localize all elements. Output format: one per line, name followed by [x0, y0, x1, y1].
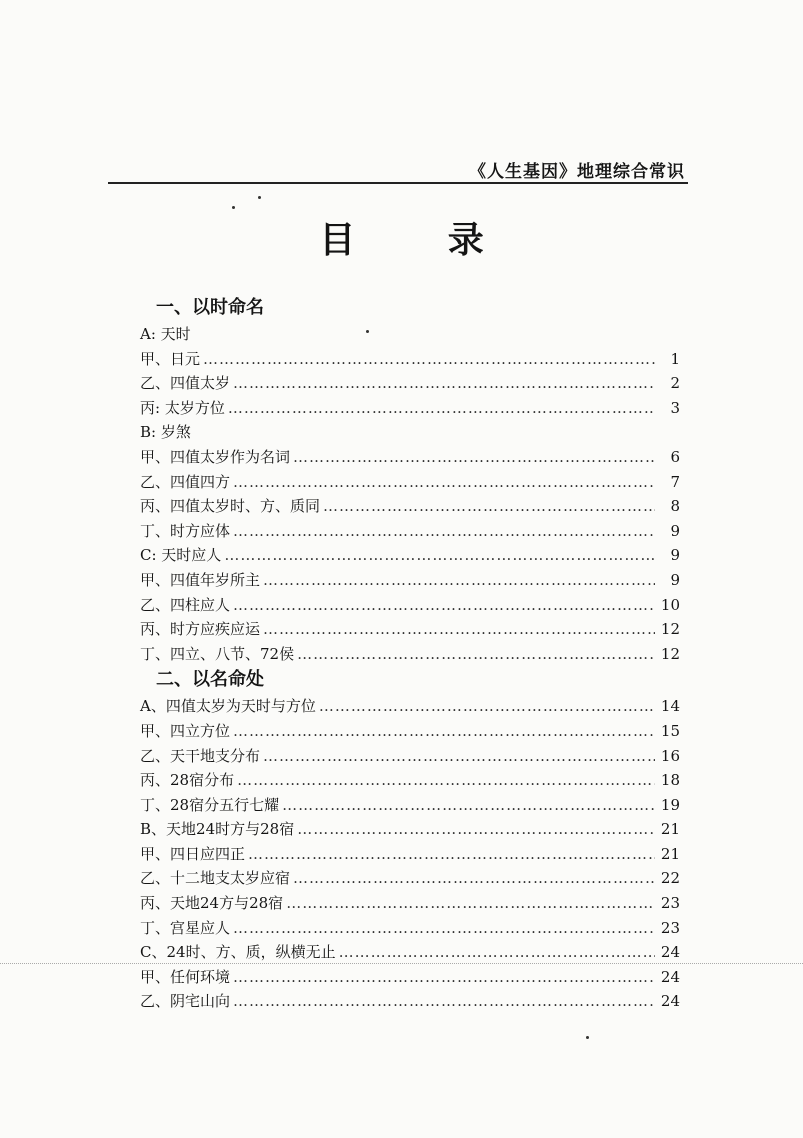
toc-leader-dots	[319, 694, 655, 719]
toc-leader-dots	[263, 568, 655, 593]
toc-page-number: 23	[660, 894, 680, 913]
toc-entry	[140, 568, 680, 593]
toc-entry-label: 甲、四日应四正	[140, 844, 246, 863]
toc-leader-dots	[233, 965, 655, 990]
toc-entry	[140, 842, 680, 867]
toc-group-label: B: 岁煞	[140, 423, 191, 442]
toc-leader-dots	[248, 842, 655, 867]
toc-leader-dots	[263, 617, 655, 642]
toc-leader-dots	[203, 347, 655, 372]
toc-entry-label: 乙、四柱应人	[140, 595, 231, 614]
toc-leader-dots	[237, 768, 655, 793]
toc-page-number: 21	[660, 844, 680, 863]
toc-entry-label: 丙、天地24方与28宿	[140, 894, 284, 913]
scan-speck	[366, 330, 369, 333]
table-of-contents	[140, 294, 680, 1014]
toc-entry	[140, 719, 680, 744]
toc-entry	[140, 694, 680, 719]
toc-entry-label: 乙、四值四方	[140, 472, 231, 491]
toc-leader-dots	[282, 793, 655, 818]
scan-speck	[258, 196, 261, 199]
toc-entry	[140, 866, 680, 891]
toc-leader-dots	[263, 744, 655, 769]
toc-entry-label: B、天地24时方与28宿	[140, 820, 295, 839]
toc-entry	[140, 940, 680, 965]
toc-page-number: 6	[670, 447, 680, 466]
toc-entry	[140, 965, 680, 990]
toc-entry-label: 甲、四值太岁作为名词	[140, 447, 291, 466]
toc-leader-dots	[293, 866, 655, 891]
toc-page-number: 18	[660, 771, 680, 790]
toc-group-label: A: 天时	[140, 325, 191, 343]
toc-entry-label: 乙、天干地支分布	[140, 746, 261, 765]
toc-entry-label: 丁、时方应体	[140, 521, 231, 540]
section-heading: 二、以名命处	[156, 669, 264, 691]
page-title: 目 录	[319, 220, 524, 261]
toc-leader-dots	[297, 817, 655, 842]
toc-page-number: 24	[660, 943, 680, 962]
toc-entry-label: C: 天时应人	[140, 546, 222, 565]
toc-page-number: 3	[670, 398, 680, 417]
toc-entry	[140, 617, 680, 642]
toc-entry-label: 乙、四值太岁	[140, 374, 231, 393]
toc-entry-label: 乙、十二地支太岁应宿	[140, 869, 291, 888]
toc-leader-dots	[228, 396, 655, 421]
toc-entry	[140, 916, 680, 941]
toc-page-number: 9	[670, 546, 680, 565]
toc-entry-label: 丙、时方应疾应运	[140, 620, 261, 639]
toc-page-number: 9	[670, 570, 680, 589]
toc-entry-label: 丙、28宿分布	[140, 771, 235, 790]
toc-leader-dots	[233, 371, 655, 396]
toc-entry-label: A、四值太岁为天时与方位	[140, 697, 316, 716]
toc-page-number: 16	[660, 746, 680, 765]
header-rule	[108, 182, 688, 184]
toc-entry	[140, 519, 680, 544]
toc-entry-label: 丙: 太岁方位	[140, 398, 225, 417]
toc-entry	[140, 593, 680, 618]
toc-page-number: 12	[660, 620, 680, 639]
toc-page-number: 1	[670, 349, 680, 368]
toc-entry	[140, 744, 680, 769]
toc-page-number: 7	[670, 472, 680, 491]
toc-page-number: 24	[660, 967, 680, 986]
toc-entry	[140, 817, 680, 842]
toc-entry	[140, 768, 680, 793]
toc-page-number: 23	[660, 918, 680, 937]
toc-page-number: 22	[660, 869, 680, 888]
toc-entry-label: 丁、四立、八节、72侯	[140, 644, 295, 663]
toc-page-number: 9	[670, 521, 680, 540]
toc-entry-label: C、24时、方、质，纵横无止	[140, 943, 336, 962]
toc-leader-dots	[233, 519, 655, 544]
toc-entry	[140, 642, 680, 667]
toc-leader-dots	[233, 719, 655, 744]
toc-entry-label: 甲、四值年岁所主	[140, 570, 261, 589]
toc-leader-dots	[224, 543, 655, 568]
toc-entry	[140, 989, 680, 1014]
toc-entry-label: 甲、四立方位	[140, 721, 231, 740]
toc-page-number: 10	[660, 595, 680, 614]
toc-entry-label: 丁、28宿分五行七耀	[140, 795, 280, 814]
toc-entry	[140, 445, 680, 470]
toc-entry	[140, 793, 680, 818]
toc-leader-dots	[233, 593, 655, 618]
toc-page-number: 12	[660, 644, 680, 663]
toc-entry-label: 丙、四值太岁时、方、质同	[140, 497, 321, 516]
toc-entry	[140, 494, 680, 519]
toc-entry	[140, 347, 680, 372]
toc-leader-dots	[233, 470, 655, 495]
toc-entry	[140, 470, 680, 495]
header-title: 《人生基因》地理综合常识	[469, 162, 685, 182]
toc-page-number: 21	[660, 820, 680, 839]
toc-page-number: 24	[660, 992, 680, 1011]
toc-leader-dots	[297, 642, 655, 667]
scan-speck	[586, 1036, 589, 1039]
toc-page-number: 2	[670, 374, 680, 393]
section-heading: 一、以时命名	[156, 297, 264, 318]
toc-entry-label: 甲、日元	[140, 349, 201, 368]
toc-page-number: 14	[660, 697, 680, 716]
toc-entry	[140, 371, 680, 396]
toc-leader-dots	[323, 494, 655, 519]
scan-artifact-line	[0, 963, 803, 964]
toc-entry-label: 甲、任何环境	[140, 967, 231, 986]
toc-leader-dots	[233, 989, 655, 1014]
toc-leader-dots	[233, 916, 655, 941]
toc-entry	[140, 543, 680, 568]
toc-entry	[140, 396, 680, 421]
toc-page-number: 8	[670, 497, 680, 516]
toc-entry	[140, 891, 680, 916]
toc-entry-label: 乙、阴宅山向	[140, 992, 231, 1011]
toc-leader-dots	[286, 891, 655, 916]
toc-page-number: 19	[660, 795, 680, 814]
toc-leader-dots	[339, 940, 655, 965]
toc-entry-label: 丁、宫星应人	[140, 918, 231, 937]
scan-speck	[232, 206, 235, 209]
toc-leader-dots	[293, 445, 655, 470]
toc-page-number: 15	[660, 721, 680, 740]
